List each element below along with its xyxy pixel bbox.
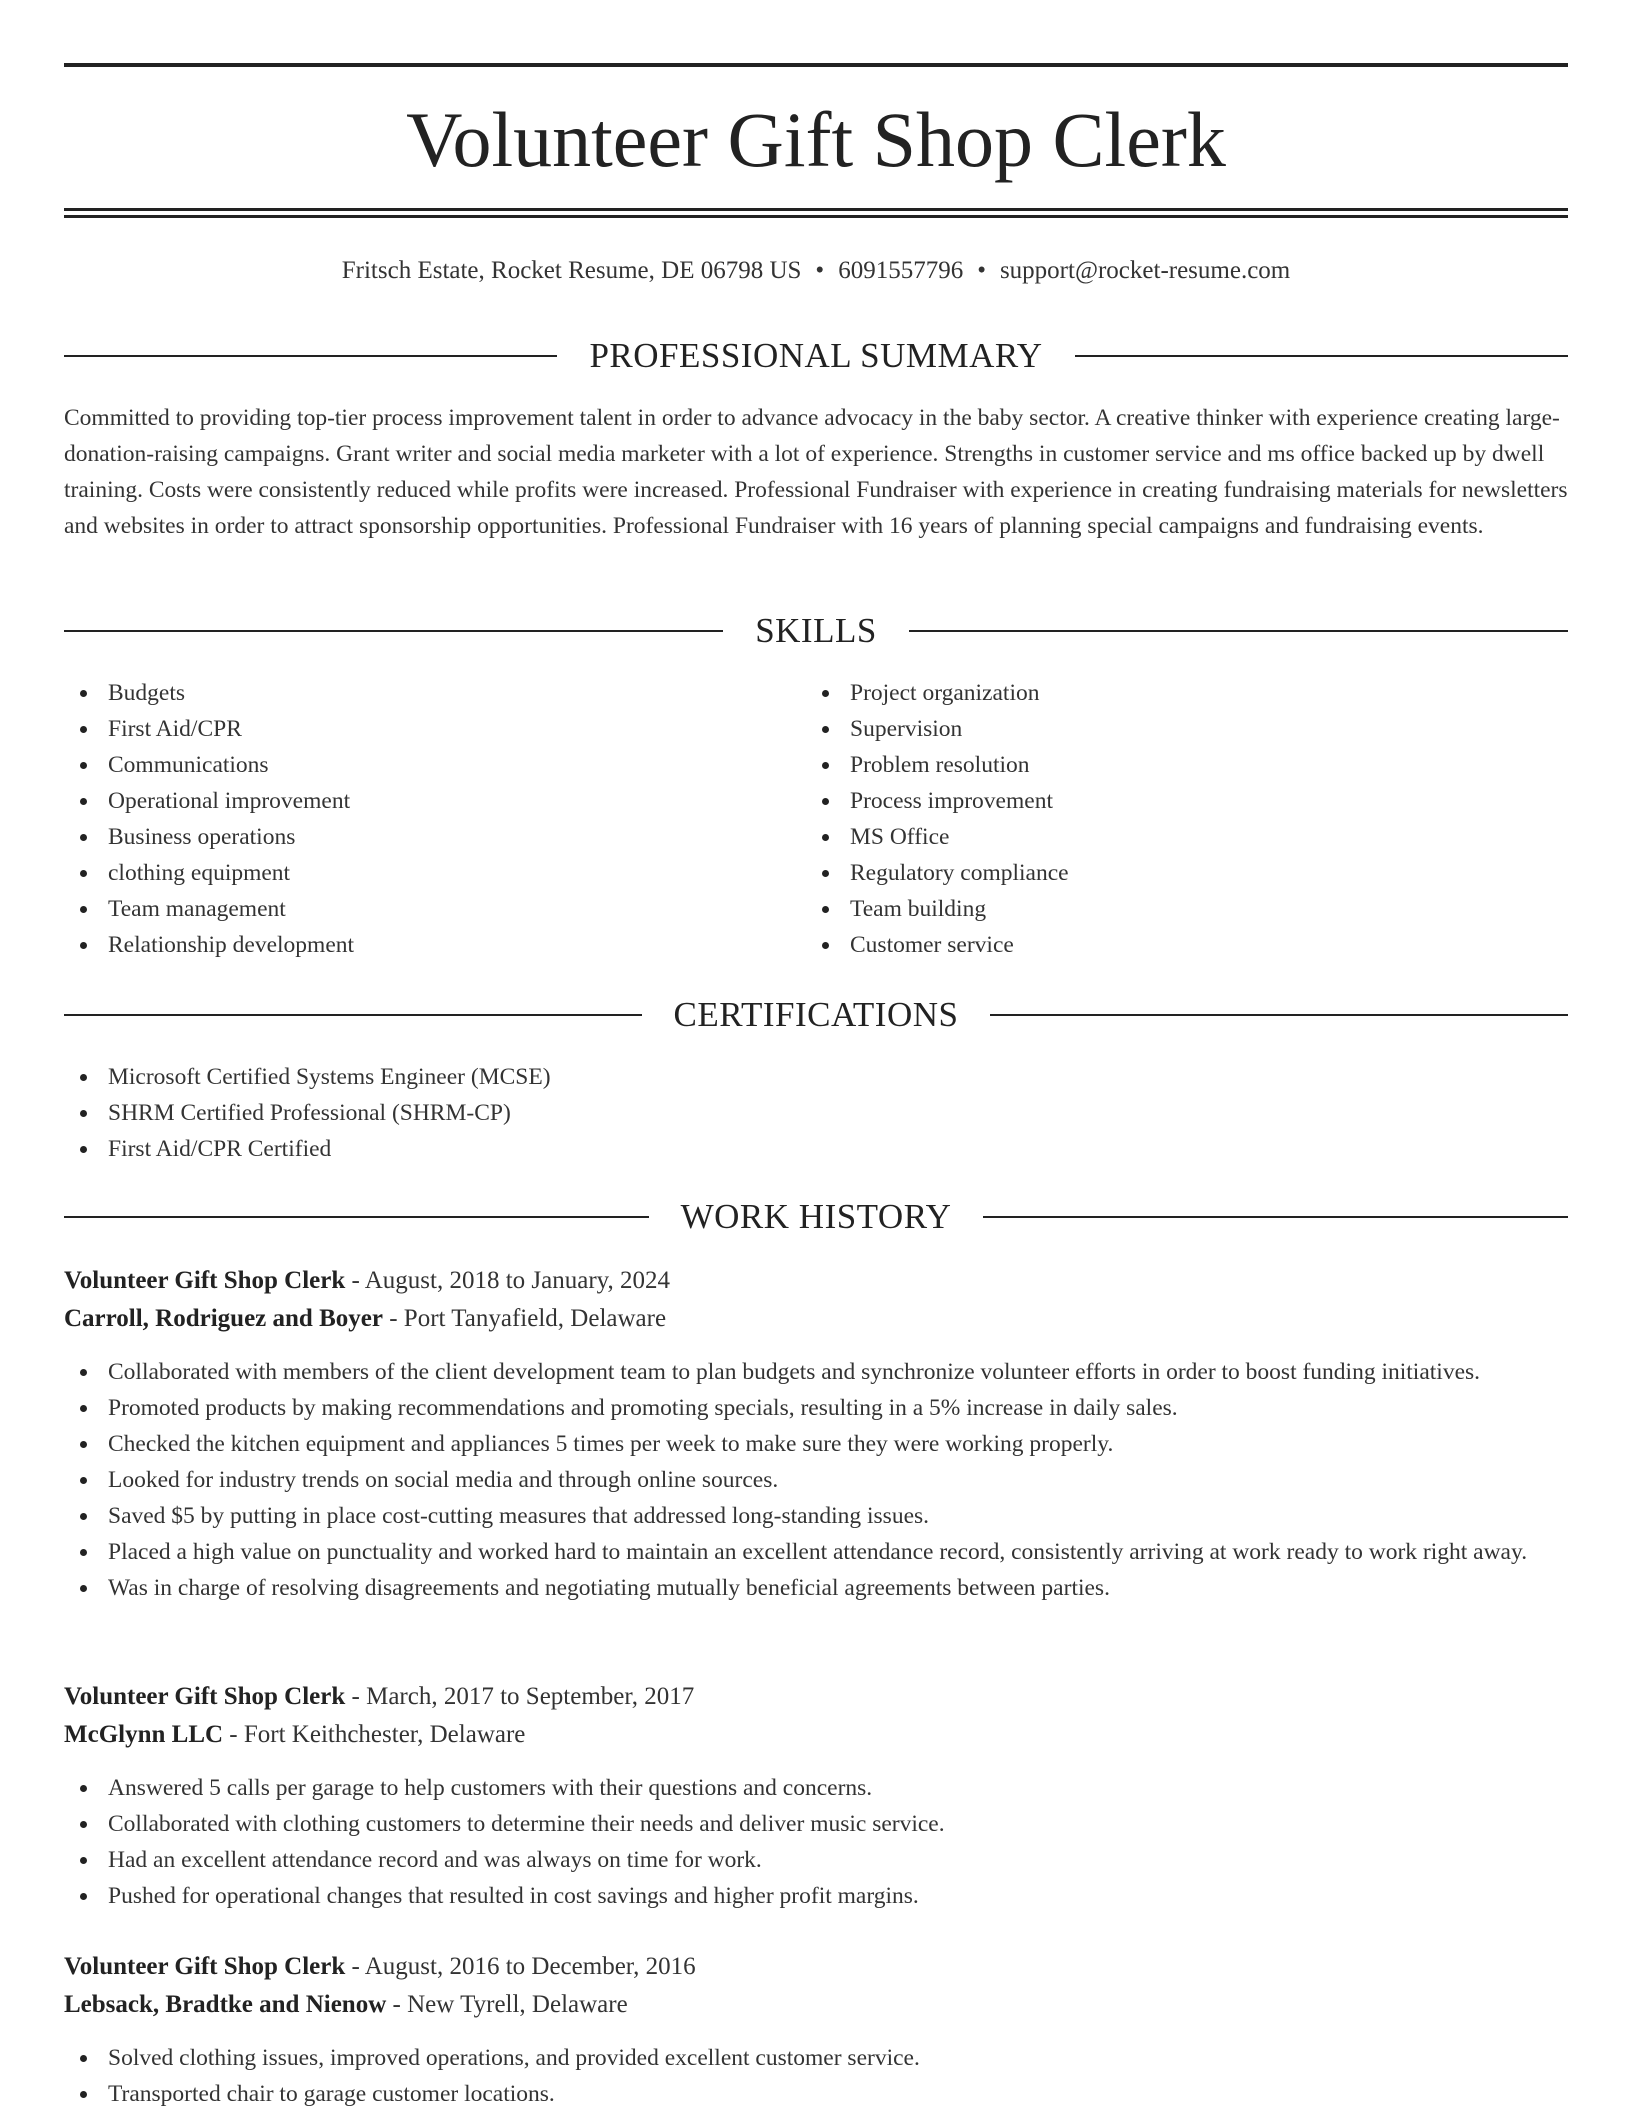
summary-section-title: PROFESSIONAL SUMMARY (589, 336, 1043, 375)
job-title-line (64, 1678, 1568, 1716)
job-bullet: Had an excellent attendance record and was always on time for work. (64, 1842, 1568, 1878)
summary-text: Committed to providing top-tier process improvement talent in order to advance advocacy in the baby sector. A creative thinker with experience creating large-donation-raising campaigns. Grant writer and social media marketer with a lot of experience. Strengths in customer service and ms office backed up by dwell training. Costs were consistently reduced while profits were increased. Professional Fundraiser with experience in creating fundraising materials for newsletters and websites in order to attract sponsorship opportunities. Professional Fundraiser with 16 years of planning special campaigns and fundraising events. (64, 405, 1568, 539)
certifications-section-heading (64, 995, 1568, 1035)
job-dates: - March, 2017 to September, 2017 (345, 1683, 695, 1710)
skills-section-heading (64, 611, 1568, 651)
skill-item: Problem resolution (806, 747, 1546, 783)
job-location: - New Tyrell, Delaware (386, 1991, 628, 2018)
skill-item: Business operations (64, 819, 804, 855)
title-double-rule (64, 208, 1568, 218)
job-bullet: Answered 5 calls per garage to help customers with their questions and concerns. (64, 1770, 1568, 1806)
work-section-heading (64, 1197, 1568, 1237)
job-bullet: Was in charge of resolving disagreements and negotiating mutually beneficial agreements between parties. (64, 1570, 1568, 1606)
job-company-line (64, 1986, 1568, 2024)
heading-rule (990, 1014, 1568, 1016)
certification-item: SHRM Certified Professional (SHRM-CP) (64, 1095, 1568, 1131)
job-title-line (64, 1262, 1568, 1300)
contact-email: support@rocket-resume.com (999, 257, 1291, 284)
skill-item: Operational improvement (64, 783, 804, 819)
contact-address: Fritsch Estate, Rocket Resume, DE 06798 US (341, 257, 802, 284)
skill-item: Regulatory compliance (806, 855, 1546, 891)
skills-list-right (806, 675, 1546, 963)
skills-list-left (64, 675, 804, 963)
skill-item: Team building (806, 891, 1546, 927)
job-bullet: Looked for industry trends on social media and through online sources. (64, 1462, 1568, 1498)
page-title: Volunteer Gift Shop Clerk (406, 96, 1226, 183)
job-entry (64, 1262, 1568, 1606)
job-title: Volunteer Gift Shop Clerk (64, 1267, 346, 1294)
contact-line (64, 254, 1568, 288)
job-title: Volunteer Gift Shop Clerk (64, 1953, 346, 1980)
heading-rule (1075, 355, 1568, 357)
heading-rule (909, 630, 1568, 632)
heading-rule (983, 1216, 1568, 1218)
job-dates: - August, 2018 to January, 2024 (345, 1267, 671, 1294)
skill-item: Project organization (806, 675, 1546, 711)
summary-section-heading (64, 336, 1568, 376)
job-entry (64, 1948, 1568, 2112)
contact-separator: • (977, 257, 986, 284)
skill-item: Customer service (806, 927, 1546, 963)
job-company-line (64, 1300, 1568, 1338)
job-bullet: Solved clothing issues, improved operations, and provided excellent customer service. (64, 2040, 1568, 2076)
skill-item: Supervision (806, 711, 1546, 747)
skill-item: Process improvement (806, 783, 1546, 819)
job-title-line (64, 1948, 1568, 1986)
work-section-title: WORK HISTORY (680, 1197, 952, 1236)
job-bullets (64, 2040, 1568, 2112)
job-bullet: Promoted products by making recommendations and promoting specials, resulting in a 5% increase in daily sales. (64, 1390, 1568, 1426)
certification-item: Microsoft Certified Systems Engineer (MCSE) (64, 1059, 1568, 1095)
skill-item: First Aid/CPR (64, 711, 804, 747)
certifications-section-title: CERTIFICATIONS (673, 995, 959, 1034)
contact-phone: 6091557796 (838, 257, 964, 284)
job-bullet: Collaborated with members of the client development team to plan budgets and synchronize volunteer efforts in order to boost funding initiatives. (64, 1354, 1568, 1390)
job-bullets (64, 1354, 1568, 1606)
job-bullet: Checked the kitchen equipment and appliances 5 times per week to make sure they were working properly. (64, 1426, 1568, 1462)
job-bullet: Saved $5 by putting in place cost-cutting measures that addressed long-standing issues. (64, 1498, 1568, 1534)
contact-separator: • (815, 257, 825, 284)
job-company: Lebsack, Bradtke and Nienow (64, 1991, 387, 2018)
job-location: - Port Tanyafield, Delaware (382, 1305, 667, 1332)
job-bullet: Placed a high value on punctuality and worked hard to maintain an excellent attendance record, consistently arriving at work ready to work right away. (64, 1534, 1568, 1570)
job-company: McGlynn LLC (64, 1721, 224, 1748)
skill-item: MS Office (806, 819, 1546, 855)
skills-section-title: SKILLS (755, 611, 877, 650)
top-rule (64, 63, 1568, 67)
skill-item: Communications (64, 747, 804, 783)
certifications-list (64, 1059, 1568, 1167)
heading-rule (64, 1216, 649, 1218)
skill-item: clothing equipment (64, 855, 804, 891)
skill-item: Budgets (64, 675, 804, 711)
skill-item: Relationship development (64, 927, 804, 963)
heading-rule (64, 630, 723, 632)
job-company: Carroll, Rodriguez and Boyer (64, 1305, 383, 1332)
job-entry (64, 1678, 1568, 1914)
job-title: Volunteer Gift Shop Clerk (64, 1683, 346, 1710)
heading-rule (64, 355, 557, 357)
heading-rule (64, 1014, 642, 1016)
job-bullet: Pushed for operational changes that resulted in cost savings and higher profit margins. (64, 1878, 1568, 1914)
job-dates: - August, 2016 to December, 2016 (345, 1953, 696, 1980)
job-company-line (64, 1716, 1568, 1754)
job-bullet: Collaborated with clothing customers to determine their needs and deliver music service. (64, 1806, 1568, 1842)
job-location: - Fort Keithchester, Delaware (223, 1721, 526, 1748)
skill-item: Team management (64, 891, 804, 927)
job-bullet: Transported chair to garage customer locations. (64, 2076, 1568, 2112)
job-bullets (64, 1770, 1568, 1914)
certification-item: First Aid/CPR Certified (64, 1131, 1568, 1167)
